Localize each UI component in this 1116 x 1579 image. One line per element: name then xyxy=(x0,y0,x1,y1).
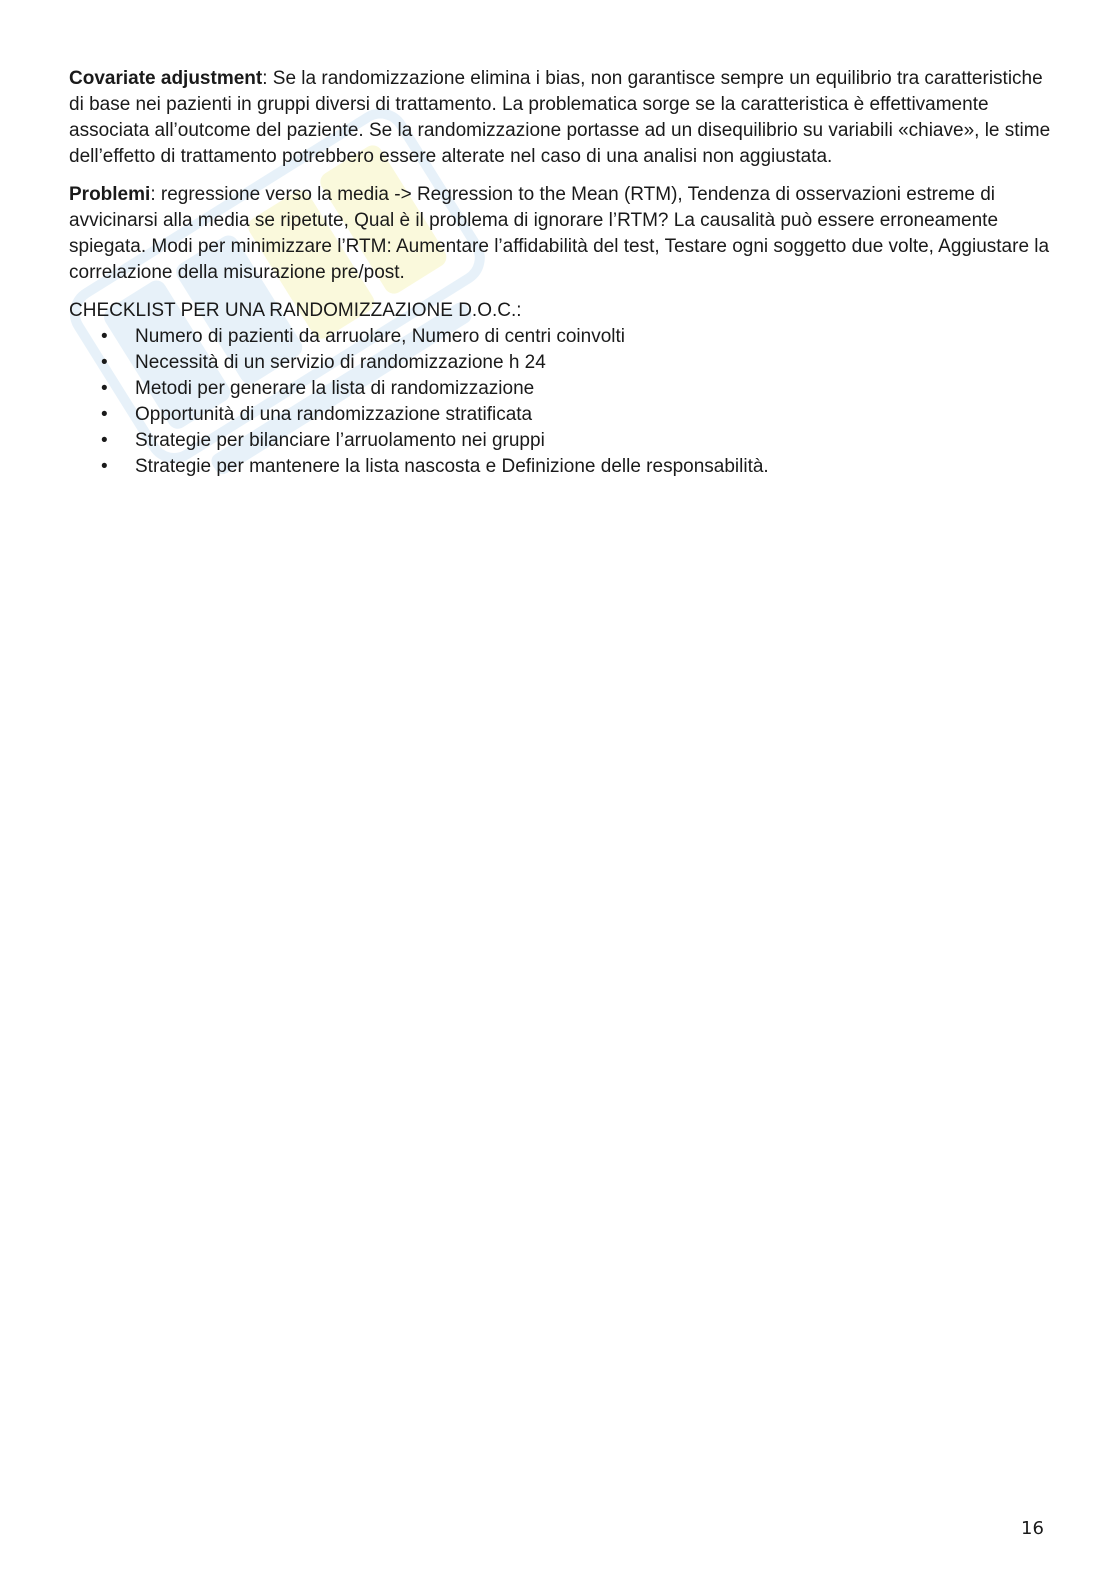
list-item-text: Strategie per bilanciare l’arruolamento nei gruppi xyxy=(135,430,545,451)
list-item xyxy=(69,454,1059,480)
term-covariate-adjustment: Covariate adjustment xyxy=(69,68,263,89)
covariate-adjustment-text: : Se la randomizzazione elimina i bias, non garantisce sempre un equilibrio tra caratteristiche di base nei pazienti in gruppi diversi di trattamento. La problematica sorge se la caratteristica è effettivamente associata all’outcome del paziente. Se la randomizzazione portasse ad un disequilibrio su variabili «chiave», le stime dell’effetto di trattamento potrebbero essere alterate nel caso di una analisi non aggiustata. xyxy=(69,68,1051,167)
list-item xyxy=(69,350,1059,376)
bullet-icon: • xyxy=(101,404,108,425)
bullet-icon: • xyxy=(101,430,108,451)
list-item xyxy=(69,428,1059,454)
document-body xyxy=(69,66,1059,480)
list-item xyxy=(69,376,1059,402)
term-problemi: Problemi xyxy=(69,184,151,205)
bullet-icon: • xyxy=(101,456,108,477)
paragraph-covariate-adjustment xyxy=(69,66,1059,170)
paragraph-problemi xyxy=(69,182,1059,286)
list-item-text: Opportunità di una randomizzazione stratificata xyxy=(135,404,533,425)
list-item xyxy=(69,324,1059,350)
problemi-text: : regressione verso la media -> Regression to the Mean (RTM), Tendenza di osservazioni estreme di avvicinarsi alla media se ripetute, Qual è il problema di ignorare l’RTM? La causalità può essere erroneamente spiegata. Modi per minimizzare l’RTM: Aumentare l’affidabilità del test, Testare ogni soggetto due volte, Aggiustare la correlazione della misurazione pre/post. xyxy=(69,184,1050,283)
page-number: 16 xyxy=(1021,1518,1044,1539)
bullet-icon: • xyxy=(101,352,108,373)
bullet-icon: • xyxy=(101,378,108,399)
list-item xyxy=(69,402,1059,428)
list-item-text: Metodi per generare la lista di randomizzazione xyxy=(135,378,535,399)
list-item-text: Strategie per mantenere la lista nascosta e Definizione delle responsabilità. xyxy=(135,456,769,477)
list-item-text: Necessità di un servizio di randomizzazione h 24 xyxy=(135,352,546,373)
checklist xyxy=(69,324,1059,480)
checklist-title: CHECKLIST PER UNA RANDOMIZZAZIONE D.O.C.: xyxy=(69,300,522,321)
bullet-icon: • xyxy=(101,326,108,347)
list-item-text: Numero di pazienti da arruolare, Numero di centri coinvolti xyxy=(135,326,626,347)
